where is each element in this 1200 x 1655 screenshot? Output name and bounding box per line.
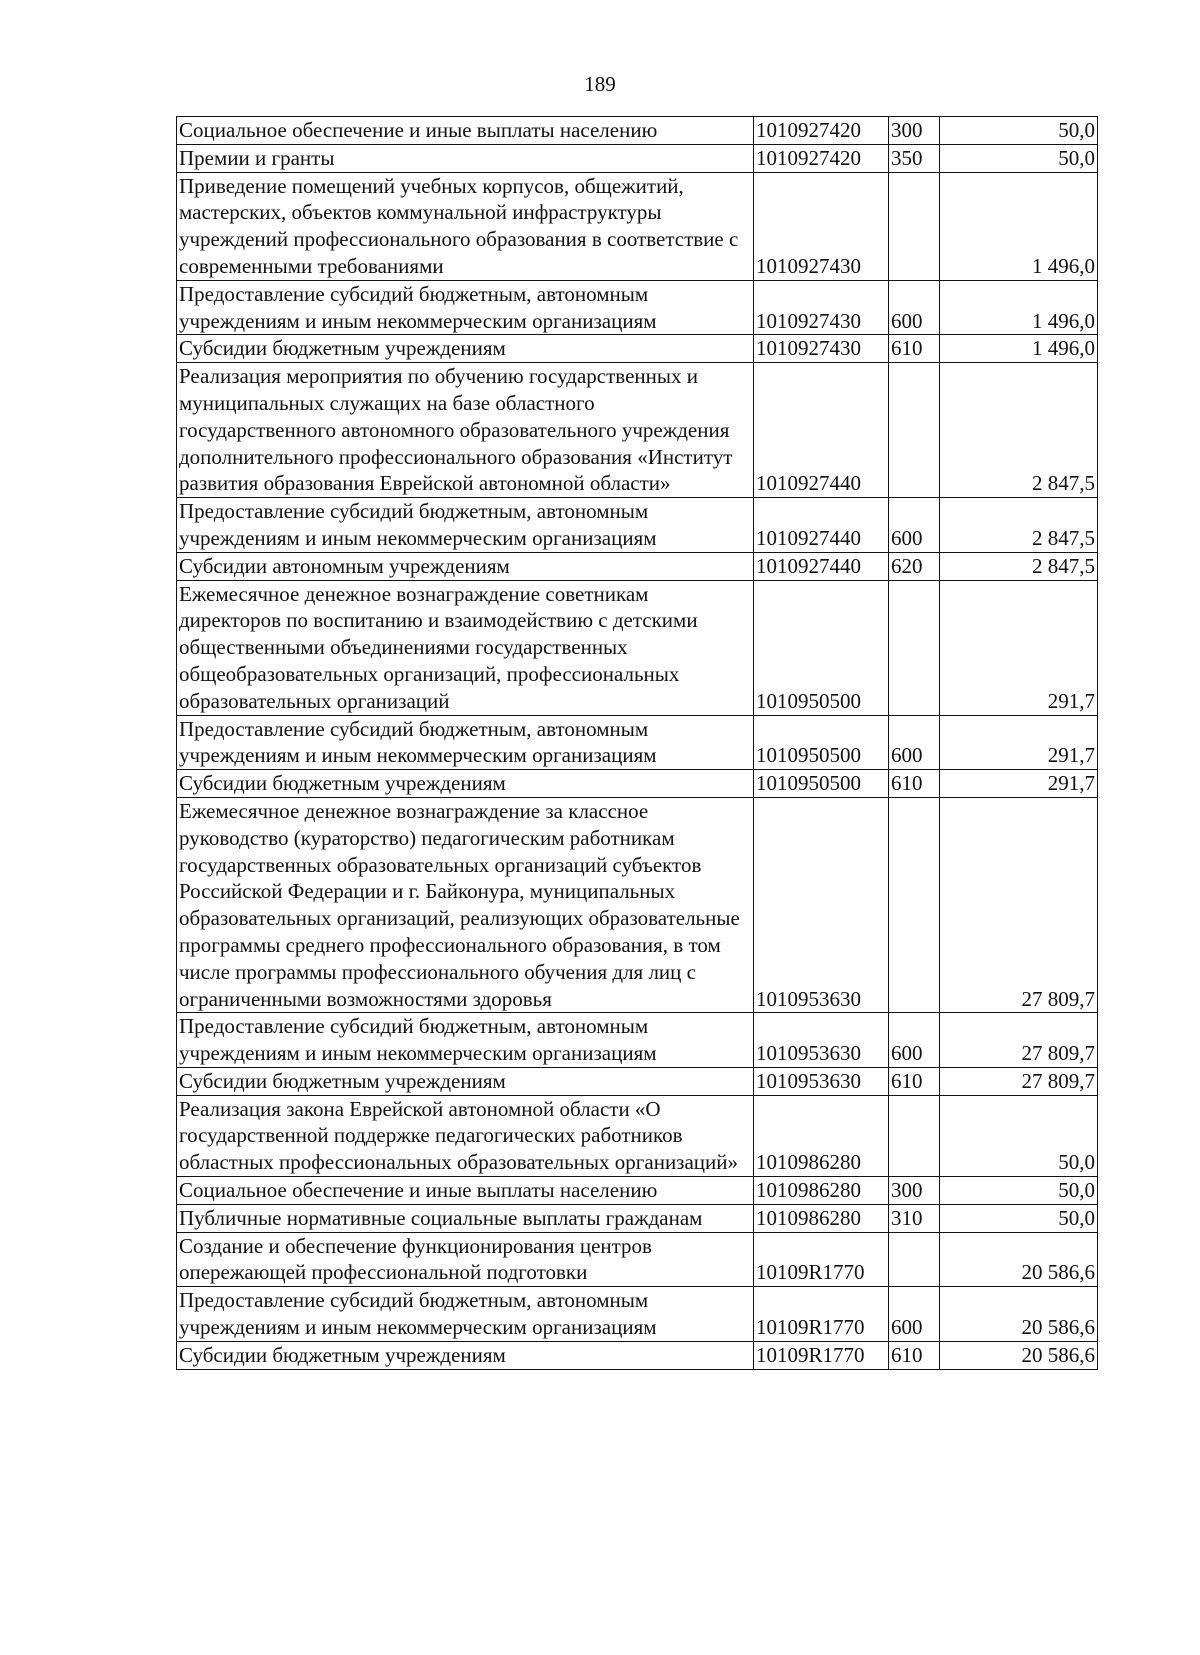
row-sum: 2 847,5	[940, 363, 1098, 498]
row-expense-type: 350	[889, 144, 940, 172]
row-sum: 20 586,6	[940, 1287, 1098, 1342]
row-sum: 2 847,5	[940, 552, 1098, 580]
row-sum: 50,0	[940, 144, 1098, 172]
row-code: 1010927430	[754, 280, 889, 335]
row-name: Предоставление субсидий бюджетным, автономным учреждениям и иным некоммерческим организациям	[177, 1287, 754, 1342]
row-sum: 50,0	[940, 1204, 1098, 1232]
row-expense-type: 300	[889, 117, 940, 145]
row-code: 1010950500	[754, 770, 889, 798]
row-name: Субсидии бюджетным учреждениям	[177, 770, 754, 798]
row-sum: 50,0	[940, 1177, 1098, 1205]
row-expense-type: 600	[889, 280, 940, 335]
row-expense-type: 600	[889, 1287, 940, 1342]
row-code: 1010927430	[754, 335, 889, 363]
table-row	[177, 498, 1098, 553]
row-sum: 27 809,7	[940, 797, 1098, 1012]
table-row	[177, 1341, 1098, 1369]
row-expense-type	[889, 1095, 940, 1176]
row-expense-type: 610	[889, 335, 940, 363]
row-name: Премии и гранты	[177, 144, 754, 172]
row-expense-type: 610	[889, 1341, 940, 1369]
row-name: Социальное обеспечение и иные выплаты населению	[177, 1177, 754, 1205]
row-sum: 27 809,7	[940, 1067, 1098, 1095]
row-name: Реализация мероприятия по обучению государственных и муниципальных служащих на базе областного государственного автономного образовательного учреждения дополнительного профессионального образования «Институт развития образования Еврейской автономной области»	[177, 363, 754, 498]
table-row	[177, 770, 1098, 798]
row-code: 1010927430	[754, 172, 889, 280]
row-sum: 20 586,6	[940, 1232, 1098, 1287]
row-sum: 50,0	[940, 1095, 1098, 1176]
table-row	[177, 1204, 1098, 1232]
row-code: 1010927440	[754, 363, 889, 498]
row-code: 1010950500	[754, 580, 889, 715]
row-name: Реализация закона Еврейской автономной области «О государственной поддержке педагогических работников областных профессиональных образовательных организаций»	[177, 1095, 754, 1176]
table-row	[177, 797, 1098, 1012]
row-name: Субсидии автономным учреждениям	[177, 552, 754, 580]
row-name: Субсидии бюджетным учреждениям	[177, 1067, 754, 1095]
row-name: Предоставление субсидий бюджетным, автономным учреждениям и иным некоммерческим организациям	[177, 715, 754, 770]
table-row	[177, 280, 1098, 335]
row-name: Предоставление субсидий бюджетным, автономным учреждениям и иным некоммерческим организациям	[177, 280, 754, 335]
budget-table	[176, 116, 1098, 1370]
row-name: Субсидии бюджетным учреждениям	[177, 1341, 754, 1369]
row-name: Публичные нормативные социальные выплаты гражданам	[177, 1204, 754, 1232]
row-expense-type	[889, 580, 940, 715]
row-sum: 1 496,0	[940, 280, 1098, 335]
row-expense-type: 620	[889, 552, 940, 580]
row-expense-type: 300	[889, 1177, 940, 1205]
row-code: 1010927440	[754, 552, 889, 580]
row-expense-type: 610	[889, 1067, 940, 1095]
row-name: Субсидии бюджетным учреждениям	[177, 335, 754, 363]
row-code: 1010953630	[754, 797, 889, 1012]
row-sum: 291,7	[940, 715, 1098, 770]
row-sum: 1 496,0	[940, 172, 1098, 280]
row-expense-type: 600	[889, 715, 940, 770]
row-name: Предоставление субсидий бюджетным, автономным учреждениям и иным некоммерческим организациям	[177, 1013, 754, 1068]
row-name: Ежемесячное денежное вознаграждение за классное руководство (кураторство) педагогическим работникам государственных образовательных организаций субъектов Российской Федерации и г. Байконура, муниципальных образовательных организаций, реализующих образовательные программы среднего профессионального образования, в том числе программы профессионального обучения для лиц с ограниченными возможностями здоровья	[177, 797, 754, 1012]
row-code: 1010953630	[754, 1013, 889, 1068]
row-code: 1010927440	[754, 498, 889, 553]
row-code: 1010950500	[754, 715, 889, 770]
row-name: Предоставление субсидий бюджетным, автономным учреждениям и иным некоммерческим организациям	[177, 498, 754, 553]
row-name: Приведение помещений учебных корпусов, общежитий, мастерских, объектов коммунальной инфраструктуры учреждений профессионального образования в соответствие с современными требованиями	[177, 172, 754, 280]
table-row	[177, 552, 1098, 580]
table-row	[177, 715, 1098, 770]
page-number: 189	[584, 72, 616, 96]
table-row	[177, 1287, 1098, 1342]
row-code: 1010927420	[754, 117, 889, 145]
row-code: 10109R1770	[754, 1287, 889, 1342]
row-expense-type	[889, 363, 940, 498]
row-expense-type	[889, 797, 940, 1012]
row-sum: 20 586,6	[940, 1341, 1098, 1369]
table-row	[177, 117, 1098, 145]
table-row	[177, 172, 1098, 280]
row-code: 1010986280	[754, 1204, 889, 1232]
row-code: 1010986280	[754, 1177, 889, 1205]
row-expense-type: 610	[889, 770, 940, 798]
row-expense-type: 600	[889, 498, 940, 553]
row-sum: 1 496,0	[940, 335, 1098, 363]
row-sum: 50,0	[940, 117, 1098, 145]
row-expense-type	[889, 172, 940, 280]
table-row	[177, 580, 1098, 715]
row-code: 1010953630	[754, 1067, 889, 1095]
row-expense-type: 600	[889, 1013, 940, 1068]
row-code: 1010986280	[754, 1095, 889, 1176]
table-row	[177, 144, 1098, 172]
row-name: Ежемесячное денежное вознаграждение советникам директоров по воспитанию и взаимодействию с детскими общественными объединениями государственных общеобразовательных организаций, профессиональных образовательных организаций	[177, 580, 754, 715]
row-sum: 291,7	[940, 770, 1098, 798]
table-row	[177, 1095, 1098, 1176]
row-expense-type: 310	[889, 1204, 940, 1232]
row-code: 1010927420	[754, 144, 889, 172]
table-row	[177, 1232, 1098, 1287]
row-code: 10109R1770	[754, 1341, 889, 1369]
row-name: Создание и обеспечение функционирования центров опережающей профессиональной подготовки	[177, 1232, 754, 1287]
row-sum: 291,7	[940, 580, 1098, 715]
table-row	[177, 1067, 1098, 1095]
row-sum: 27 809,7	[940, 1013, 1098, 1068]
row-sum: 2 847,5	[940, 498, 1098, 553]
table-row	[177, 363, 1098, 498]
row-code: 10109R1770	[754, 1232, 889, 1287]
row-expense-type	[889, 1232, 940, 1287]
row-name: Социальное обеспечение и иные выплаты населению	[177, 117, 754, 145]
table-row	[177, 1013, 1098, 1068]
table-row	[177, 335, 1098, 363]
table-row	[177, 1177, 1098, 1205]
